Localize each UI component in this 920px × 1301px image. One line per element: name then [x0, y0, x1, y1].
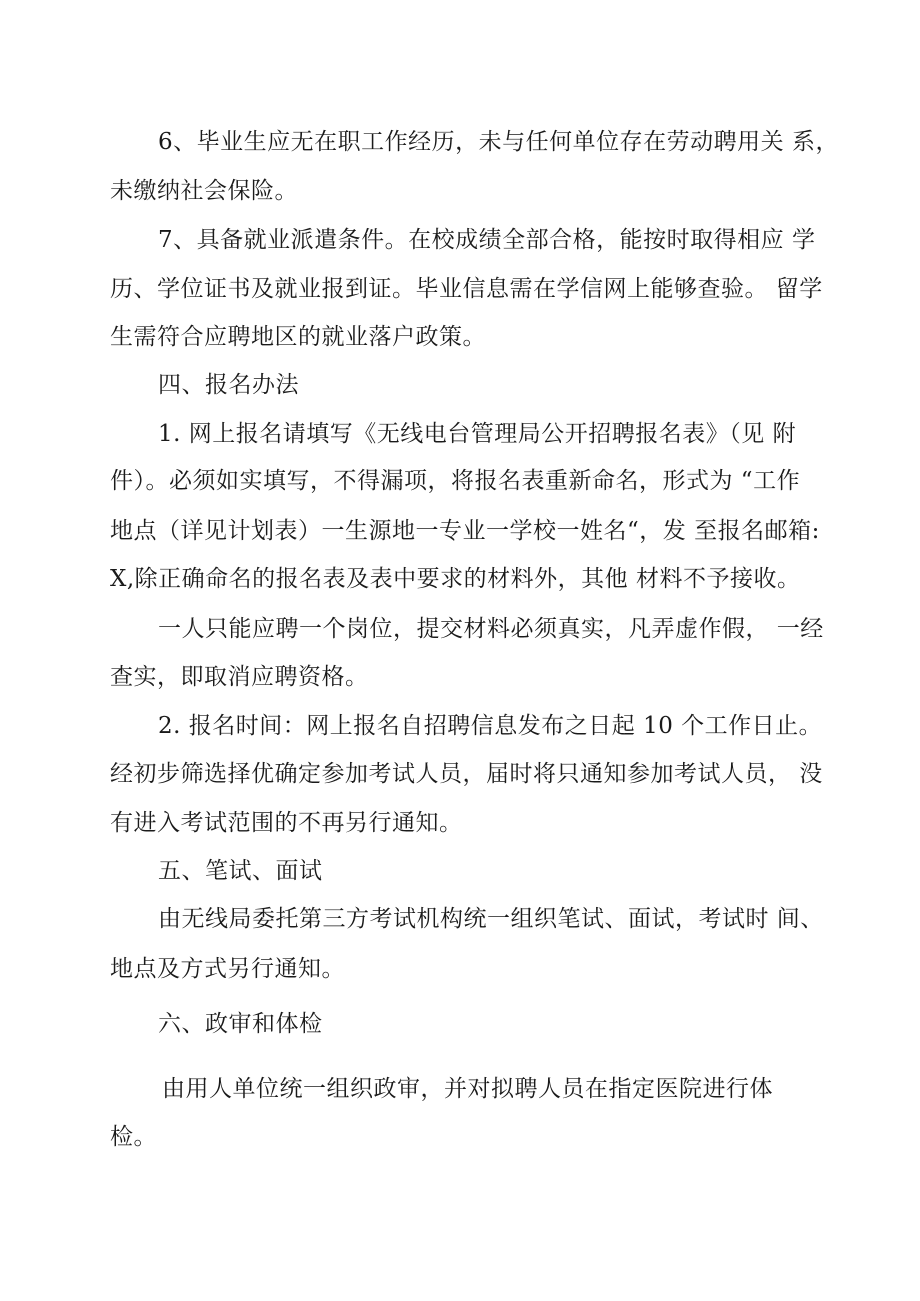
- para-exam-line-1: 由无线局委托第三方考试机构统一组织笔试、面试，考试时 间、: [158, 906, 824, 932]
- para-reg-2-line-1: 2. 报名时间：网上报名自招聘信息发布之日起 10 个工作日止。: [158, 713, 823, 739]
- para-7-line-3: 生需符合应聘地区的就业落户政策。: [110, 324, 486, 350]
- para-reg-2-line-2: 经初步筛选择优确定参加考试人员，届时将只通知参加考试人员， 没: [110, 761, 823, 787]
- para-reg-1-line-4: X,除正确命名的报名表及表中要求的材料外，其他 材料不予接收。: [110, 566, 801, 592]
- para-reg-1-line-2: 件）。必须如实填写，不得漏项，将报名表重新命名，形式为 “工作: [110, 468, 801, 494]
- section-heading-4: 四、报名办法: [158, 372, 299, 398]
- para-6-line-1: 6、毕业生应无在职工作经历，未与任何单位存在劳动聘用关 系，: [158, 129, 839, 155]
- para-check-line-2: 检。: [110, 1124, 157, 1150]
- para-7-line-2: 历、学位证书及就业报到证。毕业信息需在学信网上能够查验。 留学: [110, 276, 823, 302]
- para-reg-1-line-1: 1. 网上报名请填写《无线电台管理局公开招聘报名表》（见 附: [158, 421, 797, 447]
- section-heading-5: 五、笔试、面试: [158, 858, 323, 884]
- para-reg-2-line-3: 有进入考试范围的不再另行通知。: [110, 810, 463, 836]
- para-check-line-1: 由用人单位统一组织政审，并对拟聘人员在指定医院进行体: [162, 1076, 773, 1102]
- para-one-post-line-2: 查实，即取消应聘资格。: [110, 664, 369, 690]
- section-heading-6: 六、政审和体检: [158, 1011, 323, 1037]
- para-6-line-2: 未缴纳社会保险。: [110, 178, 298, 204]
- para-reg-1-line-3: 地点（详见计划表）一生源地一专业一学校一姓名“，发 至报名邮箱:: [110, 518, 820, 544]
- para-7-line-1: 7、具备就业派遣条件。在校成绩全部合格，能按时取得相应 学: [158, 227, 816, 253]
- para-one-post-line-1: 一人只能应聘一个岗位，提交材料必须真实，凡弄虚作假， 一经: [158, 616, 824, 642]
- para-exam-line-2: 地点及方式另行通知。: [110, 956, 345, 982]
